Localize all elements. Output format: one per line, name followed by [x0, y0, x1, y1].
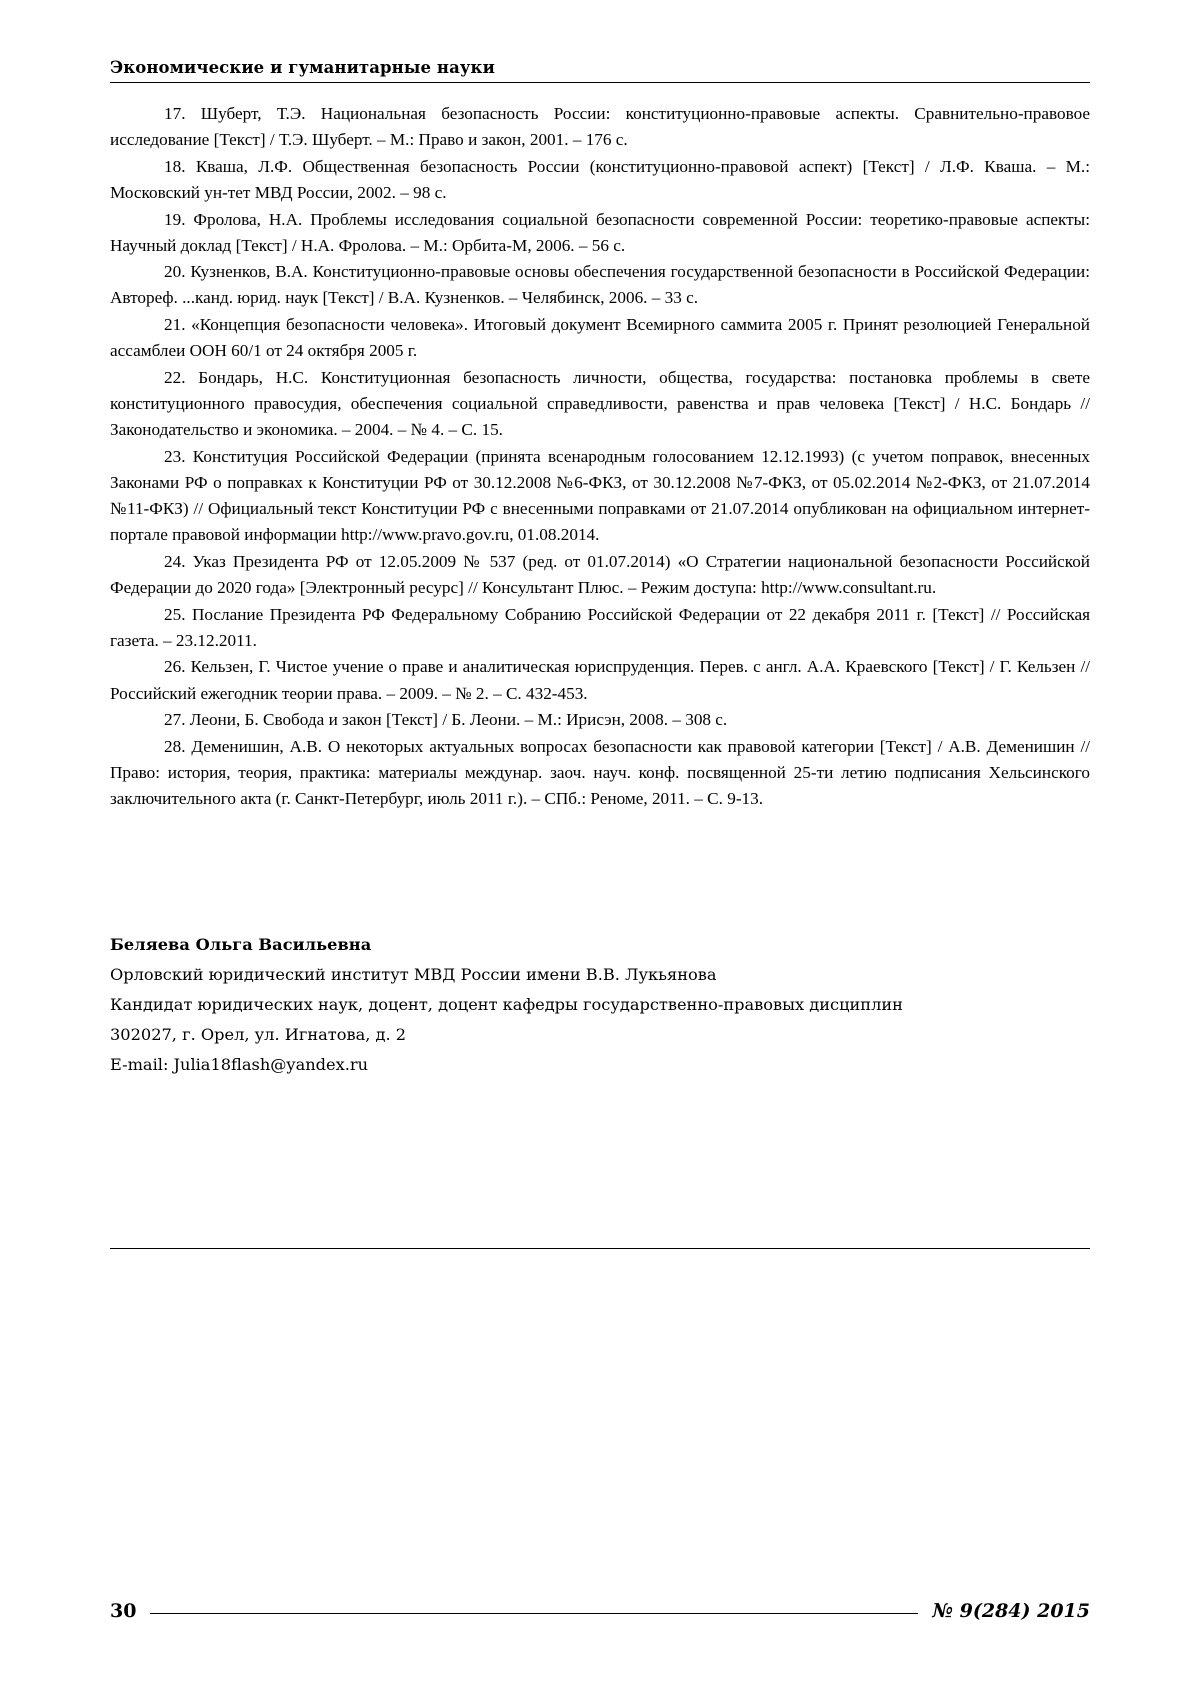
reference-item: 20. Кузненков, В.А. Конституционно-правовые основы обеспечения государственной безопасности в Российской Федерации: Автореф. ...канд. юрид. наук [Текст] / В.А. Кузненков. – Челябинск, 2006. – 33 с. — [110, 262, 1090, 308]
reference-item: 21. «Концепция безопасности человека». Итоговый документ Всемирного саммита 2005 г. Принят резолюцией Генеральной ассамблеи ООН 60/1 от 24 октября 2005 г. — [110, 315, 1090, 361]
page-content — [110, 58, 1090, 1080]
running-header — [110, 58, 1090, 83]
reference-item: 22. Бондарь, Н.С. Конституционная безопасность личности, общества, государства: постановка проблемы в свете конституционного правосудия, обеспечения социальной справедливости, равенства и прав человека [Текст] / Н.С. Бондарь // Законодательство и экономика. – 2004. – № 4. – С. 15. — [110, 367, 1090, 440]
page-footer — [110, 1600, 1090, 1622]
author-address: 302027, г. Орел, ул. Игнатова, д. 2 — [110, 1025, 407, 1045]
reference-list — [110, 101, 1090, 812]
reference-item: 19. Фролова, Н.А. Проблемы исследования социальной безопасности современной России: теоретико-правовые аспекты: Научный доклад [Текст] / Н.А. Фролова. – М.: Орбита-М, 2006. – 56 с. — [110, 209, 1090, 255]
footer-page-number: 30 — [110, 1600, 137, 1622]
reference-item: 28. Деменишин, А.В. О некоторых актуальных вопросах безопасности как правовой категории [Текст] / А.В. Деменишин // Право: история, теория, практика: материалы междунар. заоч. науч. конф. посвященной 25-ти летию подписания Хельсинского заключительного акта (г. Санкт-Петербург, июль 2011 г.). – СПб.: Реноме, 2011. – С. 9-13. — [110, 736, 1090, 809]
reference-item: 26. Кельзен, Г. Чистое учение о праве и аналитическая юриспруденция. Перев. с англ. А.А. Краевского [Текст] / Г. Кельзен // Российский ежегодник теории права. – 2009. – № 2. – С. 432-453. — [110, 657, 1090, 703]
section-divider — [110, 1248, 1090, 1249]
author-email: E-mail: Julia18flash@yandex.ru — [110, 1055, 369, 1075]
author-position: Кандидат юридических наук, доцент, доцент кафедры государственно-правовых дисциплин — [110, 995, 903, 1015]
reference-item: 24. Указ Президента РФ от 12.05.2009 № 537 (ред. от 01.07.2014) «О Стратегии национальной безопасности Российской Федерации до 2020 года» [Электронный ресурс] // Консультант Плюс. – Режим доступа: http://www.consultant.ru. — [110, 551, 1090, 598]
author-affiliation: Орловский юридический институт МВД России имени В.В. Лукьянова — [110, 965, 717, 985]
reference-item: 25. Послание Президента РФ Федеральному Собранию Российской Федерации от 22 декабря 2011 г. [Текст] // Российская газета. – 23.12.2011. — [110, 604, 1090, 650]
reference-item: 27. Леони, Б. Свобода и закон [Текст] / Б. Леони. – М.: Ирисэн, 2008. – 308 с. — [164, 710, 728, 730]
running-header-title: Экономические и гуманитарные науки — [110, 58, 495, 77]
reference-item: 18. Кваша, Л.Ф. Общественная безопасность России (конституционно-правовой аспект) [Текст] / Л.Ф. Кваша. – М.: Московский ун-тет МВД России, 2002. – 98 с. — [110, 156, 1090, 202]
reference-item: 17. Шуберт, Т.Э. Национальная безопасность России: конституционно-правовые аспекты. Сравнительно-правовое исследование [Текст] / Т.Э. Шуберт. – М.: Право и закон, 2001. – 176 с. — [110, 104, 1090, 150]
author-name: Беляева Ольга Васильевна — [110, 935, 372, 955]
reference-item: 23. Конституция Российской Федерации (принята всенародным голосованием 12.12.1993) (с учетом поправок, внесенных Законами РФ о поправках к Конституции РФ от 30.12.2008 №6-ФКЗ, от 30.12.2008 №7-ФКЗ, от 05.02.2014 №2-ФКЗ, от 21.07.2014 №11-ФКЗ) // Официальный текст Конституции РФ с внесенными поправками от 21.07.2014 опубликован на официальном интернет-портале правовой информации http://www.pravo.gov.ru, 01.08.2014. — [110, 446, 1090, 545]
footer-issue: № 9(284) 2015 — [932, 1600, 1090, 1622]
author-info — [110, 930, 1090, 1080]
footer-divider — [150, 1613, 918, 1614]
